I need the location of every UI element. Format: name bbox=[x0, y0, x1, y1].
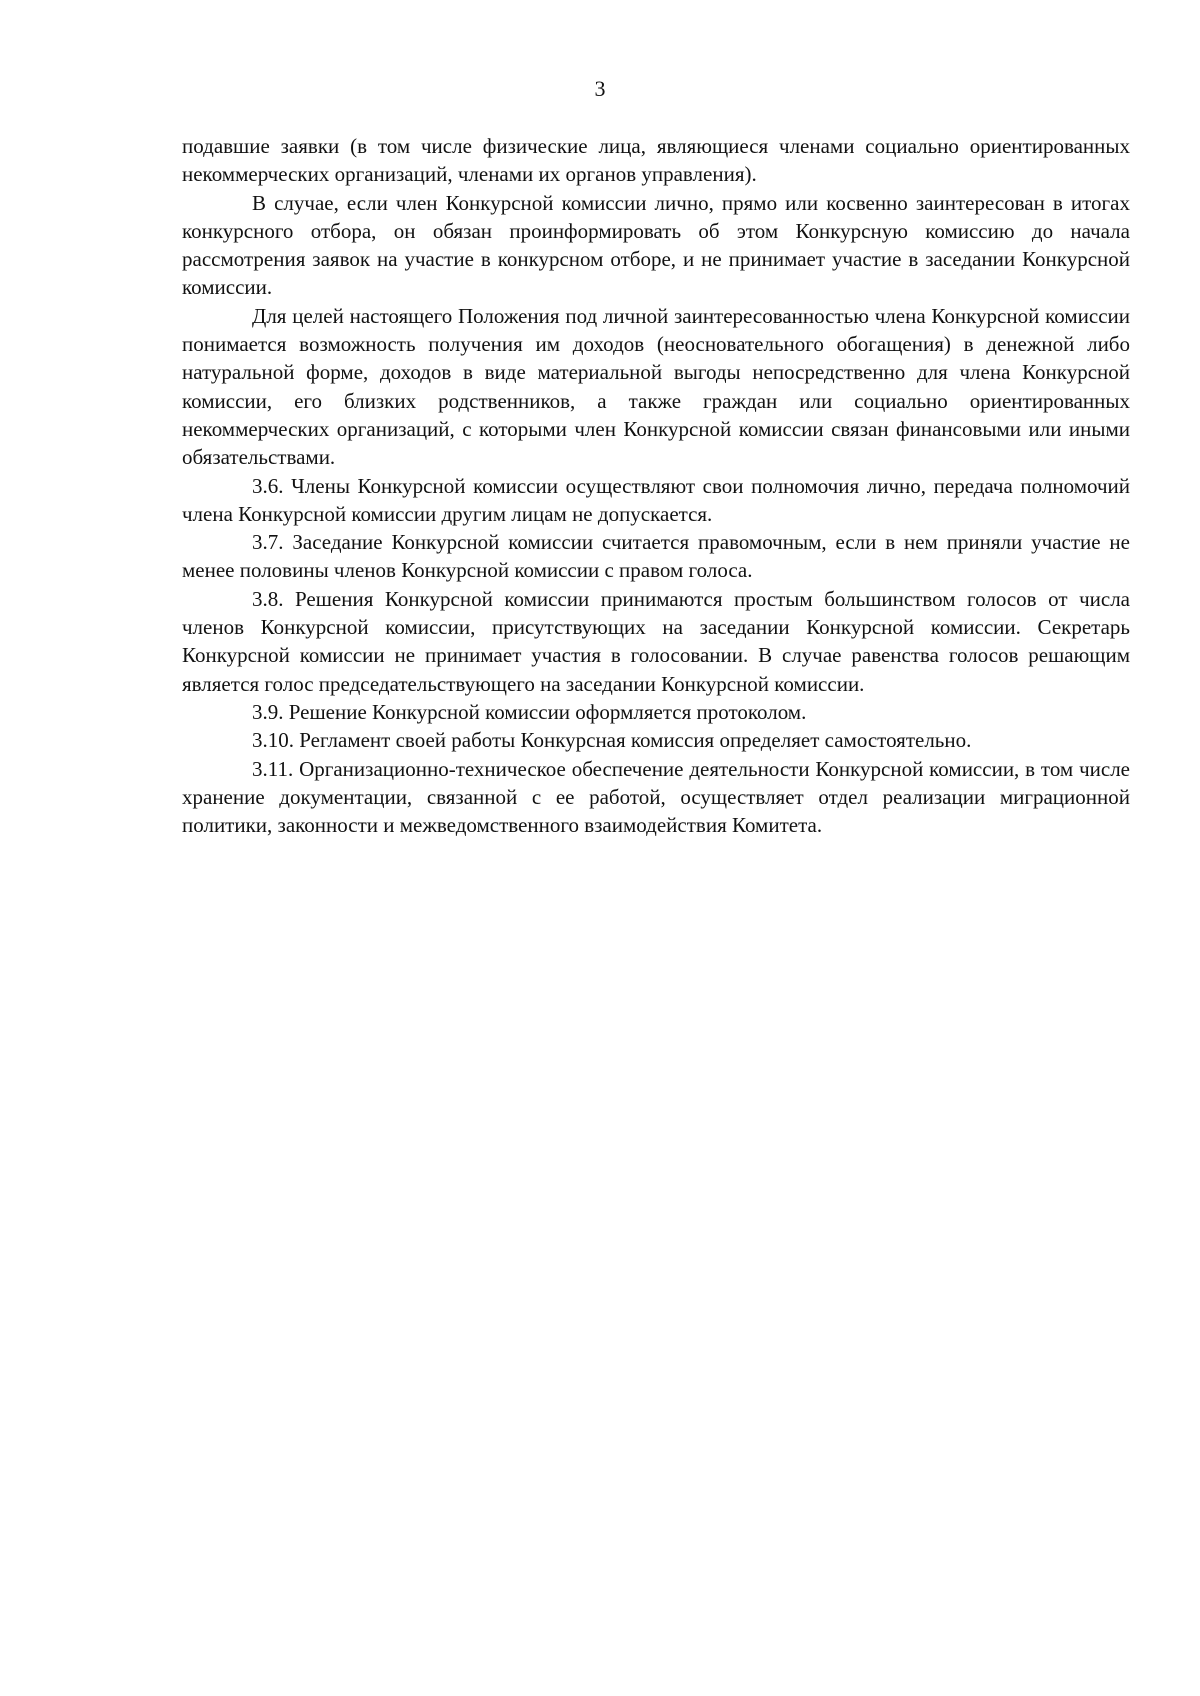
paragraph-3-11: 3.11. Организационно-техническое обеспечение деятельности Конкурсной комиссии, в том числе хранение документации, связанной с ее работой, осуществляет отдел реализации миграционной политики, законности и межведомственного взаимодействия Комитета. bbox=[182, 756, 1130, 838]
paragraph-3-9: 3.9. Решение Конкурсной комиссии оформляется протоколом. bbox=[252, 699, 807, 724]
paragraph-3-8: 3.8. Решения Конкурсной комиссии принимаются простым большинством голосов от числа членов Конкурсной комиссии, присутствующих на заседании Конкурсной комиссии. Секретарь Конкурсной комиссии не принимает участия в голосовании. В случае равенства голосов решающим является голос председательствующего на заседании Конкурсной комиссии. bbox=[182, 586, 1130, 696]
paragraph-personal-interest-definition: Для целей настоящего Положения под личной заинтересованностью члена Конкурсной комиссии понимается возможность получения им доходов (неосновательного обогащения) в денежной либо натуральной форме, доходов в виде материальной выгоды непосредственно для члена Конкурсной комиссии, его близких родственников, а также граждан или социально ориентированных некоммерческих организаций, с которыми член Конкурсной комиссии связан финансовыми или иными обязательствами. bbox=[182, 303, 1130, 470]
paragraph-conflict-of-interest: В случае, если член Конкурсной комиссии лично, прямо или косвенно заинтересован в итогах конкурсного отбора, он обязан проинформировать об этом Конкурсную комиссию до начала рассмотрения заявок на участие в конкурсном отборе, и не принимает участие в заседании Конкурсной комиссии. bbox=[182, 190, 1130, 300]
paragraph-3-6: 3.6. Члены Конкурсной комиссии осуществляют свои полномочия лично, передача полномочий члена Конкурсной комиссии другим лицам не допускается. bbox=[182, 473, 1130, 526]
page-number: 3 bbox=[594, 76, 606, 101]
document-body bbox=[182, 132, 1130, 839]
paragraph-3-10: 3.10. Регламент своей работы Конкурсная комиссия определяет самостоятельно. bbox=[252, 728, 972, 753]
paragraph-3-7: 3.7. Заседание Конкурсной комиссии считается правомочным, если в нем приняли участие не менее половины членов Конкурсной комиссии с правом голоса. bbox=[182, 530, 1130, 583]
paragraph-continuation: подавшие заявки (в том числе физические лица, являющиеся членами социально ориентированных некоммерческих организаций, членами их органов управления). bbox=[182, 134, 1130, 187]
